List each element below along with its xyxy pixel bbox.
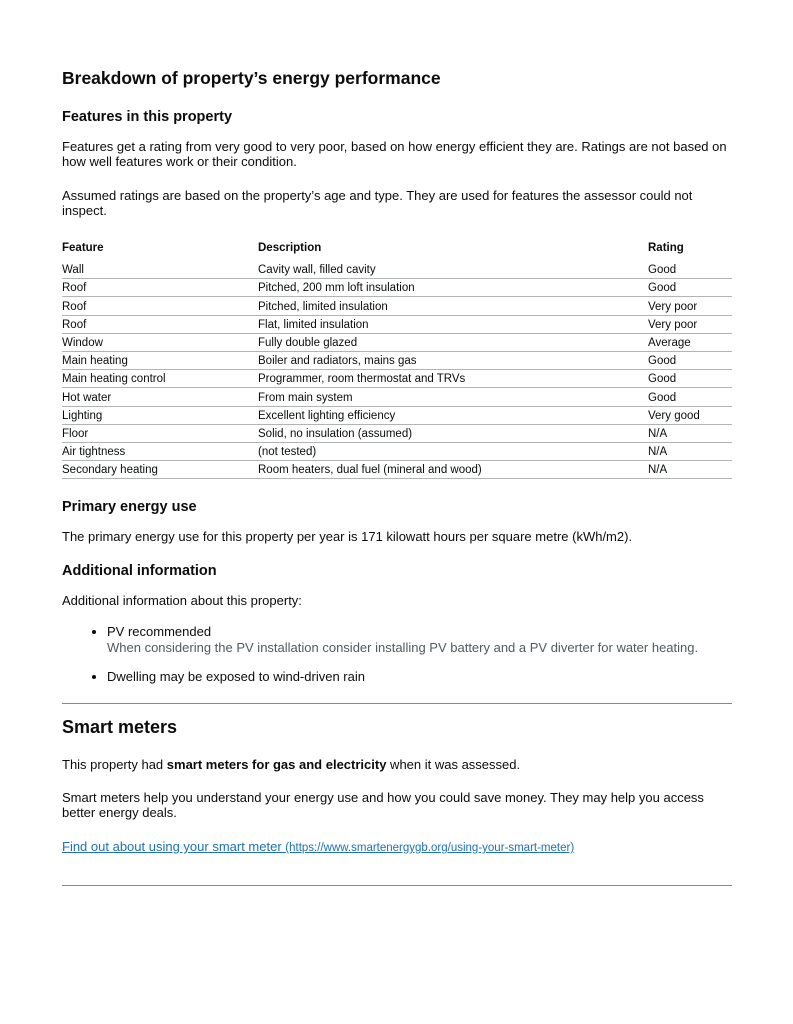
- rating-cell: Good: [648, 351, 732, 369]
- table-row: [62, 388, 732, 406]
- primary-energy-text: The primary energy use for this property per year is 171 kilowatt hours per square metre (kWh/m2).: [62, 529, 633, 544]
- description-cell: From main system: [258, 388, 648, 406]
- description-cell: Solid, no insulation (assumed): [258, 424, 648, 442]
- description-cell: Flat, limited insulation: [258, 315, 648, 333]
- rating-cell: Very good: [648, 406, 732, 424]
- feature-cell: Roof: [62, 315, 258, 333]
- rating-cell: N/A: [648, 461, 732, 479]
- smart-meters-status: [62, 757, 732, 772]
- rating-cell: Very poor: [648, 315, 732, 333]
- table-row: [62, 297, 732, 315]
- rating-cell: N/A: [648, 424, 732, 442]
- section-divider: [62, 703, 732, 704]
- rating-cell: Average: [648, 333, 732, 351]
- description-cell: Fully double glazed: [258, 333, 648, 351]
- rating-cell: N/A: [648, 442, 732, 460]
- description-cell: Room heaters, dual fuel (mineral and wood): [258, 461, 648, 479]
- features-table: [62, 241, 732, 479]
- smart-meter-link[interactable]: [62, 839, 574, 854]
- features-intro-paragraph: Features get a rating from very good to very poor, based on how energy efficient they are. Ratings are not based on how well features work or their condition.: [62, 139, 727, 169]
- additional-info-intro: Additional information about this property:: [62, 593, 302, 608]
- description-cell: (not tested): [258, 442, 648, 460]
- smart-meters-paragraph: Smart meters help you understand your energy use and how you could save money. They may help you access better energy deals.: [62, 790, 704, 820]
- footer-divider: [62, 885, 732, 886]
- table-row: [62, 442, 732, 460]
- feature-cell: Roof: [62, 279, 258, 297]
- rating-cell: Good: [648, 279, 732, 297]
- column-header-feature: Feature: [62, 242, 104, 254]
- description-cell: Cavity wall, filled cavity: [258, 261, 648, 279]
- table-row: [62, 351, 732, 369]
- description-cell: Programmer, room thermostat and TRVs: [258, 370, 648, 388]
- breakdown-title: Breakdown of property’s energy performance: [62, 68, 441, 88]
- smart-meter-link-text[interactable]: Find out about using your smart meter: [62, 839, 282, 854]
- smart-meter-link-paragraph: [62, 839, 732, 856]
- table-row: [62, 406, 732, 424]
- feature-cell: Main heating control: [62, 370, 258, 388]
- column-header-rating: Rating: [648, 242, 684, 254]
- table-row: [62, 424, 732, 442]
- list-item-detail: When considering the PV installation consider installing PV battery and a PV diverter for water heating.: [107, 639, 699, 655]
- feature-cell: Main heating: [62, 351, 258, 369]
- feature-cell: Window: [62, 333, 258, 351]
- smart-meter-link-url[interactable]: (https://www.smartenergygb.org/using-your-smart-meter): [285, 842, 575, 854]
- feature-cell: Air tightness: [62, 442, 258, 460]
- rating-cell: Good: [648, 370, 732, 388]
- list-item: [107, 624, 777, 655]
- feature-cell: Floor: [62, 424, 258, 442]
- rating-cell: Good: [648, 261, 732, 279]
- description-cell: Pitched, 200 mm loft insulation: [258, 279, 648, 297]
- table-row: [62, 279, 732, 297]
- feature-cell: Secondary heating: [62, 461, 258, 479]
- rating-cell: Good: [648, 388, 732, 406]
- table-row: [62, 315, 732, 333]
- assumed-ratings-paragraph: Assumed ratings are based on the property’s age and type. They are used for features the assessor could not inspect.: [62, 188, 693, 218]
- feature-cell: Roof: [62, 297, 258, 315]
- additional-info-heading: Additional information: [62, 563, 217, 579]
- table-row: [62, 370, 732, 388]
- list-item: [107, 669, 777, 685]
- smart-meters-type: smart meters for gas and electricity: [166, 757, 387, 772]
- table-row: [62, 333, 732, 351]
- primary-energy-heading: Primary energy use: [62, 499, 197, 515]
- smart-meters-text-after: when it was assessed.: [386, 757, 521, 772]
- feature-cell: Lighting: [62, 406, 258, 424]
- smart-meters-heading: Smart meters: [62, 717, 178, 737]
- description-cell: Boiler and radiators, mains gas: [258, 351, 648, 369]
- column-header-description: Description: [258, 242, 322, 254]
- list-item-title: • Dwelling may be exposed to wind-driven rain: [107, 669, 365, 684]
- features-heading: Features in this property: [62, 109, 233, 125]
- table-header-row: [62, 241, 732, 261]
- additional-info-list: [62, 624, 777, 685]
- table-row: [62, 461, 732, 479]
- list-item-title: • PV recommended: [107, 624, 212, 639]
- table-row: [62, 261, 732, 279]
- smart-meters-text-before: This property had: [62, 757, 167, 772]
- rating-cell: Very poor: [648, 297, 732, 315]
- description-cell: Pitched, limited insulation: [258, 297, 648, 315]
- description-cell: Excellent lighting efficiency: [258, 406, 648, 424]
- feature-cell: Wall: [62, 261, 258, 279]
- feature-cell: Hot water: [62, 388, 258, 406]
